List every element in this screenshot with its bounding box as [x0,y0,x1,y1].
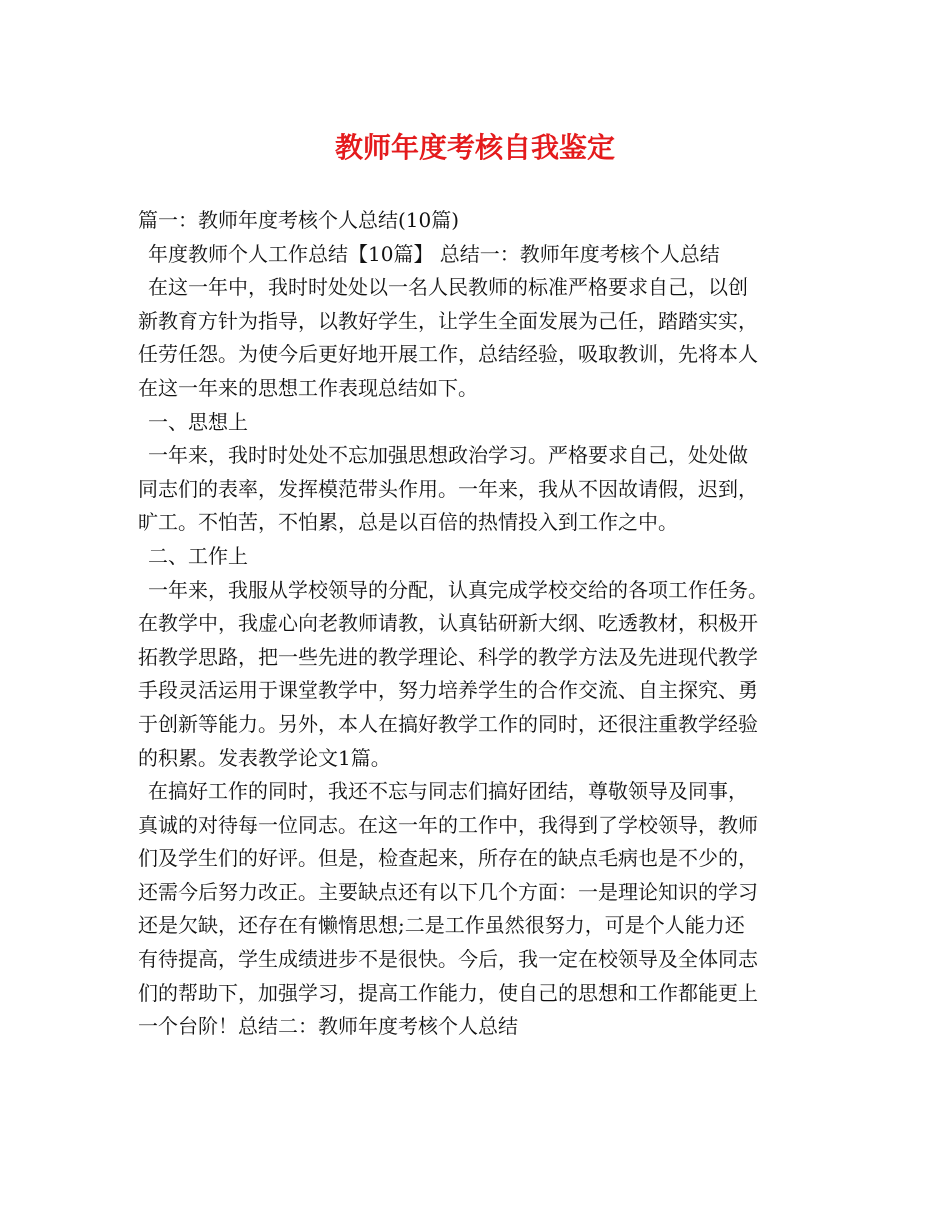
text-line: 一个台阶！总结二：教师年度考核个人总结 [138,1014,518,1039]
text-line: 旷工。不怕苦，不怕累，总是以百倍的热情投入到工作之中。 [138,510,678,535]
text-line: 拓教学思路，把一些先进的教学理论、科学的教学方法及先进现代教学 [138,644,758,669]
text-line: 同志们的表率，发挥模范带头作用。一年来，我从不因故请假，迟到， [138,476,758,501]
text-line: 手段灵活运用于课堂教学中，努力培养学生的合作交流、自主探究、勇 [138,678,758,703]
text-line: 在这一年中，我时时处处以一名人民教师的标准严格要求自己，以创 [148,275,748,300]
text-line: 新教育方针为指导，以教好学生，让学生全面发展为己任，踏踏实实， [138,308,758,333]
text-line: 一年来，我时时处处不忘加强思想政治学习。严格要求自己，处处做 [148,443,748,468]
text-line: 们的帮助下，加强学习，提高工作能力，使自己的思想和工作都能更上 [138,980,758,1005]
document-title: 教师年度考核自我鉴定 [334,131,615,164]
text-line: 们及学生们的好评。但是，检查起来，所存在的缺点毛病也是不少的， [138,846,758,871]
text-line: 一、思想上 [148,409,248,434]
text-line: 任劳任怨。为使今后更好地开展工作，总结经验，吸取教训，先将本人 [138,342,758,367]
document-body [138,204,828,1044]
text-line: 一年来，我服从学校领导的分配，认真完成学校交给的各项工作任务。 [148,577,768,602]
text-line: 还需今后努力改正。主要缺点还有以下几个方面：一是理论知识的学习 [138,879,758,904]
text-line: 在搞好工作的同时，我还不忘与同志们搞好团结，尊敬领导及同事， [148,779,748,804]
text-line: 年度教师个人工作总结【10篇】 总结一：教师年度考核个人总结 [148,241,720,266]
text-line: 还是欠缺，还存在有懒惰思想;二是工作虽然很努力，可是个人能力还 [138,913,745,938]
text-line: 于创新等能力。另外，本人在搞好教学工作的同时，还很注重教学经验 [138,711,758,736]
text-line: 真诚的对待每一位同志。在这一年的工作中，我得到了学校领导，教师 [138,812,758,837]
text-line: 在这一年来的思想工作表现总结如下。 [138,375,478,400]
text-line: 二、工作上 [148,543,248,568]
text-line: 篇一：教师年度考核个人总结(10篇) [138,208,460,232]
text-line: 的积累。发表教学论文1篇。 [138,745,391,770]
text-line: 有待提高，学生成绩进步不是很快。今后，我一定在校领导及全体同志 [138,947,758,972]
text-line: 在教学中，我虚心向老教师请教，认真钻研新大纲、吃透教材，积极开 [138,611,758,636]
